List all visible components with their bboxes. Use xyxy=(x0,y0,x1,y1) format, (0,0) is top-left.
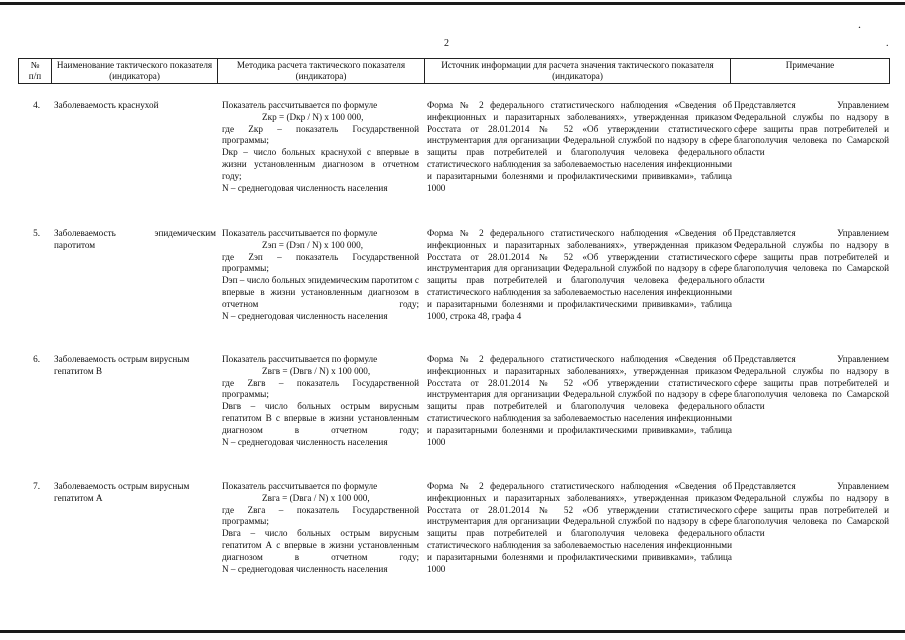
note: Представляется Управлением Федеральной службы по надзору в сфере защиты прав потребителей и благополучия человека по Самарской области xyxy=(734,481,889,539)
row-number: 7. xyxy=(33,481,40,491)
header-name: Наименование тактического показателя (индикатора) xyxy=(52,59,218,84)
indicator-name: Заболеваемость острым вирусным гепатитом А xyxy=(54,481,190,503)
information-source: Форма № 2 федерального статистического наблюдения «Сведения об инфекционных и паразитарных заболеваниях», утвержденная приказом Росстата от 28.01.2014 № 52 «Об утверждении статистического инструментария для организации Федеральной службой по надзору в сфере защиты прав потребителей и благополучия человека федерального статистического наблюдения за заболеваемостью населения инфекционными и паразитарными болезнями и профилактическими прививками», таблица 1000 xyxy=(427,481,732,574)
formula: Zэп = (Dэп / N) х 100 000, xyxy=(262,239,363,250)
header-source: Источник информации для расчета значения тактического показателя (индикатора) xyxy=(425,59,731,84)
header-note: Примечание xyxy=(731,59,890,84)
indicator-name: Заболеваемость краснухой xyxy=(54,100,159,110)
information-source: Форма № 2 федерального статистического наблюдения «Сведения об инфекционных и паразитарных заболеваниях», утвержденная приказом Росстата от 28.01.2014 № 52 «Об утверждении статистического инструментария для организации Федеральной службой по надзору в сфере защиты прав потребителей и благополучия человека федерального статистического наблюдения за заболеваемостью населения инфекционными и паразитарными болезнями и профилактическими прививками», таблица 1000 xyxy=(427,354,732,447)
information-source: Форма № 2 федерального статистического наблюдения «Сведения об инфекционных и паразитарных заболеваниях», утвержденная приказом Росстата от 28.01.2014 № 52 «Об утверждении статистического инструментария для организации Федеральной службой по надзору в сфере защиты прав потребителей и благополучия человека федерального статистического наблюдения за заболеваемостью населения инфекционными и паразитарными болезнями и профилактическими прививками», таблица 1000 xyxy=(427,100,732,193)
page-number: 2 xyxy=(444,38,449,49)
calculation-method: Показатель рассчитывается по формуле Zвгa = (Dвгa / N) х 100 000, где Zвгa – показатель Государственной программы; Dвгa – число больных острым вирусным гепатитом А с впервые в жизни установленным диагнозом в отчетном году; N – среднегодовая численность населения xyxy=(222,481,419,574)
note: Представляется Управлением Федеральной службы по надзору в сфере защиты прав потребителей и благополучия человека по Самарской области xyxy=(734,354,889,412)
table-header xyxy=(18,58,890,84)
formula: Zвгв = (Dвгв / N) х 100 000, xyxy=(262,365,371,376)
formula: Zкр = (Dкр / N) х 100 000, xyxy=(262,111,364,122)
header-num: № п/п xyxy=(19,59,52,84)
calculation-method: Показатель рассчитывается по формуле Zкр = (Dкр / N) х 100 000, где Zкр – показатель Государственной программы; Dкр – число больных краснухой с впервые в жизни установленным диагнозом в отчетном году; N – среднегодовая численность населения xyxy=(222,100,419,193)
indicator-name: Заболеваемость острым вирусным гепатитом В xyxy=(54,354,190,376)
note: Представляется Управлением Федеральной службы по надзору в сфере защиты прав потребителей и благополучия человека по Самарской области xyxy=(734,100,889,158)
indicator-name: Заболеваемость эпидемическим паротитом xyxy=(54,228,216,250)
top-border-line xyxy=(0,2,905,5)
row-number: 5. xyxy=(33,228,40,238)
formula: Zвгa = (Dвгa / N) х 100 000, xyxy=(262,492,370,503)
note: Представляется Управлением Федеральной службы по надзору в сфере защиты прав потребителей и благополучия человека по Самарской области xyxy=(734,228,889,286)
calculation-method: Показатель рассчитывается по формуле Zвгв = (Dвгв / N) х 100 000, где Zвгв – показатель Государственной программы; Dвгв – число больных острым вирусным гепатитом В с впервые в жизни установленным диагнозом в отчетном году; N – среднегодовая численность населения xyxy=(222,354,419,447)
information-source: Форма № 2 федерального статистического наблюдения «Сведения об инфекционных и паразитарных заболеваниях», утвержденная приказом Росстата от 28.01.2014 № 52 «Об утверждении статистического инструментария для организации Федеральной службой по надзору в сфере защиты прав потребителей и благополучия человека федерального статистического наблюдения за заболеваемостью населения инфекционными и паразитарными болезнями и профилактическими прививками», таблица 1000, строка 48, графа 4 xyxy=(427,228,732,321)
bottom-border-line xyxy=(0,630,905,633)
row-number: 4. xyxy=(33,100,40,110)
row-number: 6. xyxy=(33,354,40,364)
calculation-method: Показатель рассчитывается по формуле Zэп = (Dэп / N) х 100 000, где Zэп – показатель Государственной программы; Dэп – число больных эпидемическим паротитом с впервые в жизни установленным диагнозом в отчетном году; N – среднегодовая численность населения xyxy=(222,228,419,321)
scan-mark: . xyxy=(886,38,889,49)
header-method: Методика расчета тактического показателя (индикатора) xyxy=(218,59,425,84)
scan-mark: . xyxy=(858,17,861,31)
